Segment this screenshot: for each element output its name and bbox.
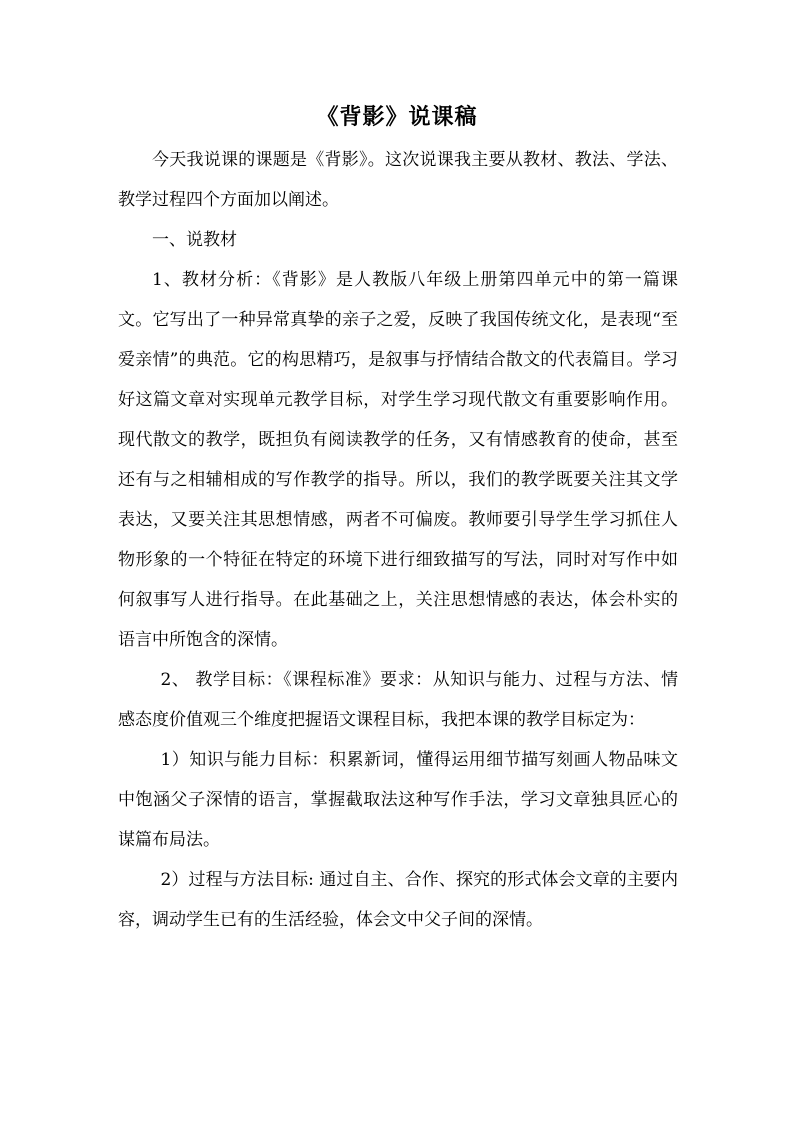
paragraph-knowledge-ability-goal: 1）知识与能力目标：积累新词，懂得运用细节描写刻画人物品味文中饱涵父子深情的语言，掌握截取法这种写作手法，学习文章独具匠心的谋篇布局法。: [118, 750, 678, 850]
paragraph-process-method-goal: 2）过程与方法目标: 通过自主、合作、探究的形式体会文章的主要内容，调动学生已有的生活经验，体会文中父子间的深情。: [118, 870, 678, 930]
document-body: [118, 140, 678, 940]
paragraph-material-analysis: 1、教材分析：《背影》是人教版八年级上册第四单元中的第一篇课文。它写出了一种异常真挚的亲子之爱，反映了我国传统文化，是表现“至爱亲情”的典范。它的构思精巧，是叙事与抒情结合散文的代表篇目。学习好这篇文章对实现单元教学目标，对学生学习现代散文有重要影响作用。现代散文的教学，既担负有阅读教学的任务，又有情感教育的使命，甚至还有与之相辅相成的写作教学的指导。所以，我们的教学既要关注其文学表达，又要关注其思想情感，两者不可偏废。教师要引导学生学习抓住人物形象的一个特征在特定的环境下进行细致描写的写法，同时对写作中如何叙事写人进行指导。在此基础之上，关注思想情感的表达，体会朴实的语言中所饱含的深情。: [118, 270, 678, 650]
document-title: 《背影》说课稿: [316, 104, 478, 130]
paragraph-teaching-goals: 2、 教学目标：《课程标准》要求：从知识与能力、过程与方法、情感态度价值观三个维度把握语文课程目标，我把本课的教学目标定为：: [118, 670, 678, 730]
paragraph-intro: 今天我说课的课题是《背影》。这次说课我主要从教材、教法、学法、教学过程四个方面加以阐述。: [118, 150, 678, 210]
section-heading-teaching-material: 一、说教材: [152, 230, 237, 250]
